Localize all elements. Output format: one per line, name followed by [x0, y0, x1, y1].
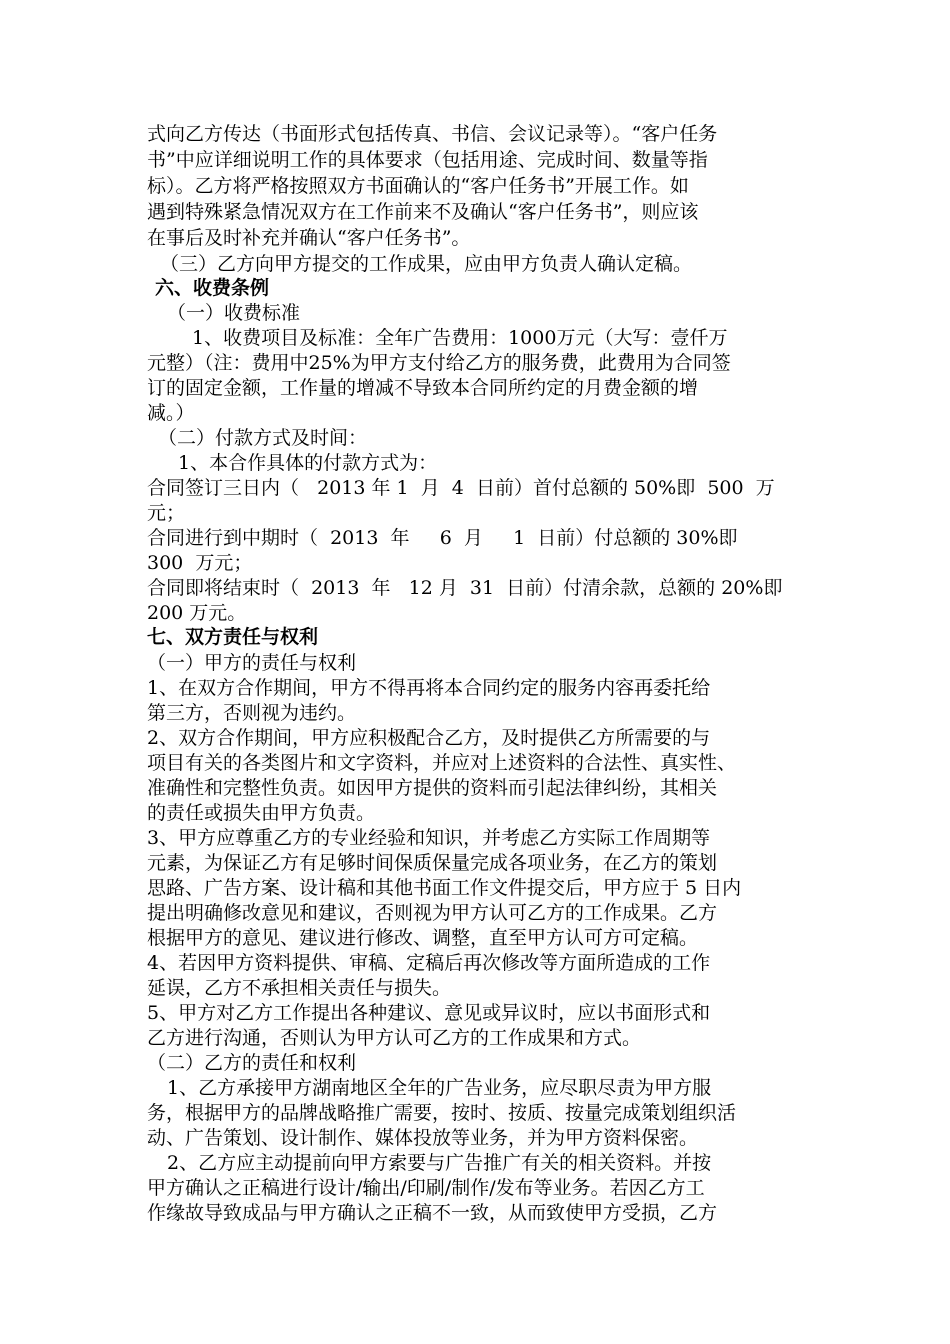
paragraph-line: 标）。乙方将严格按照双方书面确认的“客户任务书”开展工作。如: [147, 175, 689, 197]
paragraph-line: 元；: [147, 502, 186, 524]
paragraph-line: 5、甲方对乙方工作提出各种建议、意见或异议时，应以书面形式和: [147, 1002, 711, 1024]
paragraph-line: 项目有关的各类图片和文字资料，并应对上述资料的合法性、真实性、: [147, 752, 737, 774]
paragraph-line: 4、若因甲方资料提供、审稿、定稿后再次修改等方面所造成的工作: [147, 952, 711, 974]
paragraph-line: 1、在双方合作期间，甲方不得再将本合同约定的服务内容再委托给: [147, 677, 711, 699]
paragraph-line: 合同即将结束时（ 2013 年 12 月 31 日前）付清余款，总额的 20%即: [147, 577, 783, 599]
paragraph-line: 准确性和完整性负责。如因甲方提供的资料而引起法律纠纷，其相关: [147, 777, 718, 799]
subsection-heading: （一）甲方的责任与权利: [147, 652, 357, 674]
paragraph-line: 2、双方合作期间，甲方应积极配合乙方，及时提供乙方所需要的与: [147, 727, 711, 749]
paragraph-line: 1、本合作具体的付款方式为：: [178, 452, 438, 474]
paragraph-line: 1、收费项目及标准：全年广告费用：1000万元（大写：壹仟万: [192, 327, 728, 349]
section-heading: 六、收费条例: [155, 277, 270, 299]
paragraph-line: 延误，乙方不承担相关责任与损失。: [147, 977, 452, 999]
paragraph-line: 300 万元；: [147, 552, 253, 574]
paragraph-line: 第三方，否则视为违约。: [147, 702, 357, 724]
paragraph-line: 200 万元。: [147, 602, 247, 624]
paragraph-line: 2、乙方应主动提前向甲方索要与广告推广有关的相关资料。并按: [167, 1152, 712, 1174]
subsection-heading: （二）付款方式及时间：: [158, 427, 368, 449]
section-heading: 七、双方责任与权利: [147, 626, 319, 648]
paragraph-line: 订的固定金额，工作量的增减不导致本合同所约定的月费金额的增: [147, 377, 699, 399]
paragraph-line: 的责任或损失由甲方负责。: [147, 802, 376, 824]
paragraph-line: 减。）: [147, 402, 195, 424]
paragraph-line: 合同签订三日内（ 2013 年 1 月 4 日前）首付总额的 50%即 500 万: [147, 477, 775, 499]
paragraph-line: 务，根据甲方的品牌战略推广需要，按时、按质、按量完成策划组织活: [147, 1102, 737, 1124]
paragraph-line: 1、乙方承接甲方湖南地区全年的广告业务，应尽职尽责为甲方服: [167, 1077, 712, 1099]
paragraph-line: 作缘故导致成品与甲方确认之正稿不一致，从而致使甲方受损，乙方: [147, 1202, 718, 1224]
paragraph-line: 提出明确修改意见和建议，否则视为甲方认可乙方的工作成果。乙方: [147, 902, 718, 924]
paragraph-line: （三）乙方向甲方提交的工作成果，应由甲方负责人确认定稿。: [160, 253, 693, 275]
paragraph-line: 合同进行到中期时（ 2013 年 6 月 1 日前）付总额的 30%即: [147, 527, 738, 549]
paragraph-line: 元素，为保证乙方有足够时间保质保量完成各项业务，在乙方的策划: [147, 852, 718, 874]
paragraph-line: 式向乙方传达（书面形式包括传真、书信、会议记录等）。“客户任务: [147, 123, 718, 145]
paragraph-line: 遇到特殊紧急情况双方在工作前来不及确认“客户任务书”，则应该: [147, 201, 699, 223]
paragraph-line: 思路、广告方案、设计稿和其他书面工作文件提交后，甲方应于 5 日内: [147, 877, 742, 899]
subsection-heading: （二）乙方的责任和权利: [147, 1052, 357, 1074]
paragraph-line: 元整）（注：费用中25%为甲方支付给乙方的服务费，此费用为合同签: [147, 352, 731, 374]
paragraph-line: 3、甲方应尊重乙方的专业经验和知识，并考虑乙方实际工作周期等: [147, 827, 711, 849]
paragraph-line: 书”中应详细说明工作的具体要求（包括用途、完成时间、数量等指: [147, 149, 708, 171]
subsection-heading: （一）收费标准: [167, 302, 301, 324]
paragraph-line: 在事后及时补充并确认“客户任务书”。: [147, 227, 471, 249]
paragraph-line: 根据甲方的意见、建议进行修改、调整，直至甲方认可方可定稿。: [147, 927, 699, 949]
paragraph-line: 乙方进行沟通，否则认为甲方认可乙方的工作成果和方式。: [147, 1027, 642, 1049]
paragraph-line: 甲方确认之正稿进行设计/输出/印刷/制作/发布等业务。若因乙方工: [147, 1177, 705, 1199]
paragraph-line: 动、广告策划、设计制作、媒体投放等业务，并为甲方资料保密。: [147, 1127, 699, 1149]
